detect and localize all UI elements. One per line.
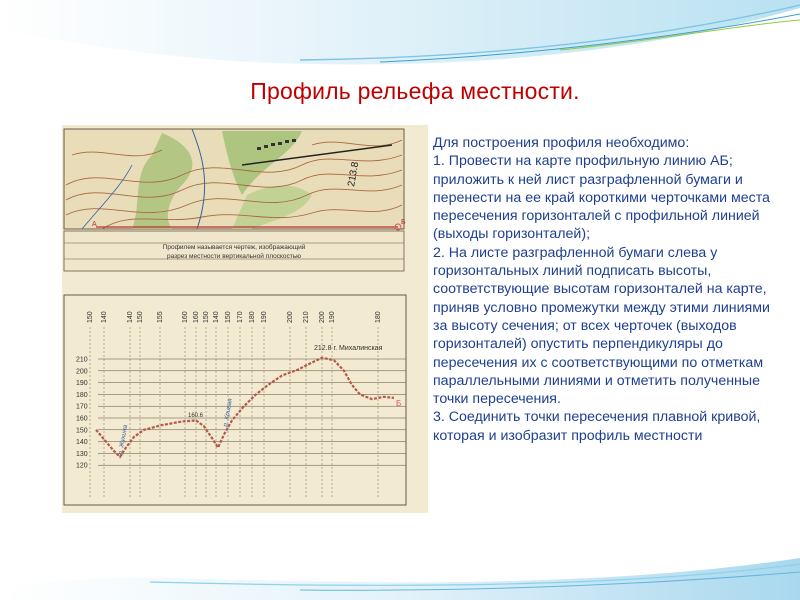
- relief-profile-illustration: [62, 125, 428, 513]
- profile-chart: [64, 295, 406, 505]
- y-axis-label: 160: [76, 415, 88, 423]
- contour-exit-label: 150: [137, 311, 144, 323]
- strip-caption-line-2: разрез местности вертикальной плоскостью: [167, 253, 301, 260]
- relief-profile-figure: [62, 125, 428, 513]
- y-axis-label: 140: [76, 439, 88, 447]
- instructions-step-1: 1. Провести на карте профильную линию АБ; приложить к ней лист разграфленной бумаги и перенести на ее край короткими черточками места пересечения горизонталей с профильной линией (выходы горизонталей);: [433, 153, 770, 243]
- contour-exit-label: 180: [375, 311, 382, 323]
- contour-exit-label: 160: [182, 311, 189, 323]
- y-axis-label: 180: [76, 391, 88, 399]
- contour-exit-label: 190: [261, 311, 268, 323]
- peak-label: 212.8 г. Михалинская: [314, 345, 383, 352]
- contour-exit-label: 140: [101, 311, 108, 323]
- contour-exit-label: 170: [237, 311, 244, 323]
- contour-exit-label: 210: [303, 311, 310, 323]
- decorative-wave-bottom: [0, 548, 800, 600]
- contour-exit-label: 140: [213, 311, 220, 323]
- map-point-b: Б: [401, 219, 406, 226]
- contour-exit-label: 180: [249, 311, 256, 323]
- paper-strip: [64, 231, 404, 271]
- contour-exit-label: 155: [157, 311, 164, 323]
- map-elevation-label: 213.8: [346, 160, 362, 188]
- contour-exit-label: 160: [193, 311, 200, 323]
- y-axis-label: 200: [76, 368, 88, 376]
- contour-exit-label: 150: [203, 311, 210, 323]
- contour-exit-label: 150: [87, 311, 94, 323]
- y-axis-label: 150: [76, 427, 88, 435]
- contour-exit-label: 150: [225, 311, 232, 323]
- y-axis-label: 170: [76, 403, 88, 411]
- slide-title: Профиль рельефа местности.: [250, 78, 580, 104]
- contour-exit-label: 190: [329, 311, 336, 323]
- strip-caption-line-1: Профилем называется чертеж, изображающий: [162, 244, 306, 251]
- instructions-text: [433, 134, 773, 445]
- map-point-a: А: [92, 221, 97, 228]
- y-axis-label: 120: [76, 462, 88, 470]
- contour-exit-label: 200: [319, 311, 326, 323]
- instructions-step-3: 3. Соединить точки пересечения плавной кривой, которая и изобразит профиль местности: [433, 409, 761, 444]
- contour-exit-label: 140: [127, 311, 134, 323]
- decorative-wave-top: [0, 0, 800, 70]
- y-axis-label: 210: [76, 356, 88, 364]
- river-label-1: р. Жукина: [117, 424, 130, 456]
- river-label-2: р. Кривая: [222, 397, 234, 428]
- instructions-step-2: 2. На листе разграфленной бумаги слева у горизонтальных линий подписать высоты, соответствующие высотам горизонталей на карте, приняв условно промежутки между этими линиями за высоту сечения; от всех черточек (выходов горизонталей) опустить перпендикуляры до пересечения их с соответствующими по отметкам параллельными линиями и отметить полученные точки пересечения.: [433, 244, 770, 408]
- y-axis-label: 190: [76, 380, 88, 388]
- point-label: 160.6: [188, 413, 204, 419]
- profile-point-b: Б: [396, 399, 402, 408]
- y-axis-label: 130: [76, 450, 88, 458]
- contour-exit-label: 200: [287, 311, 294, 323]
- instructions-intro: Для построения профиля необходимо:: [433, 135, 690, 151]
